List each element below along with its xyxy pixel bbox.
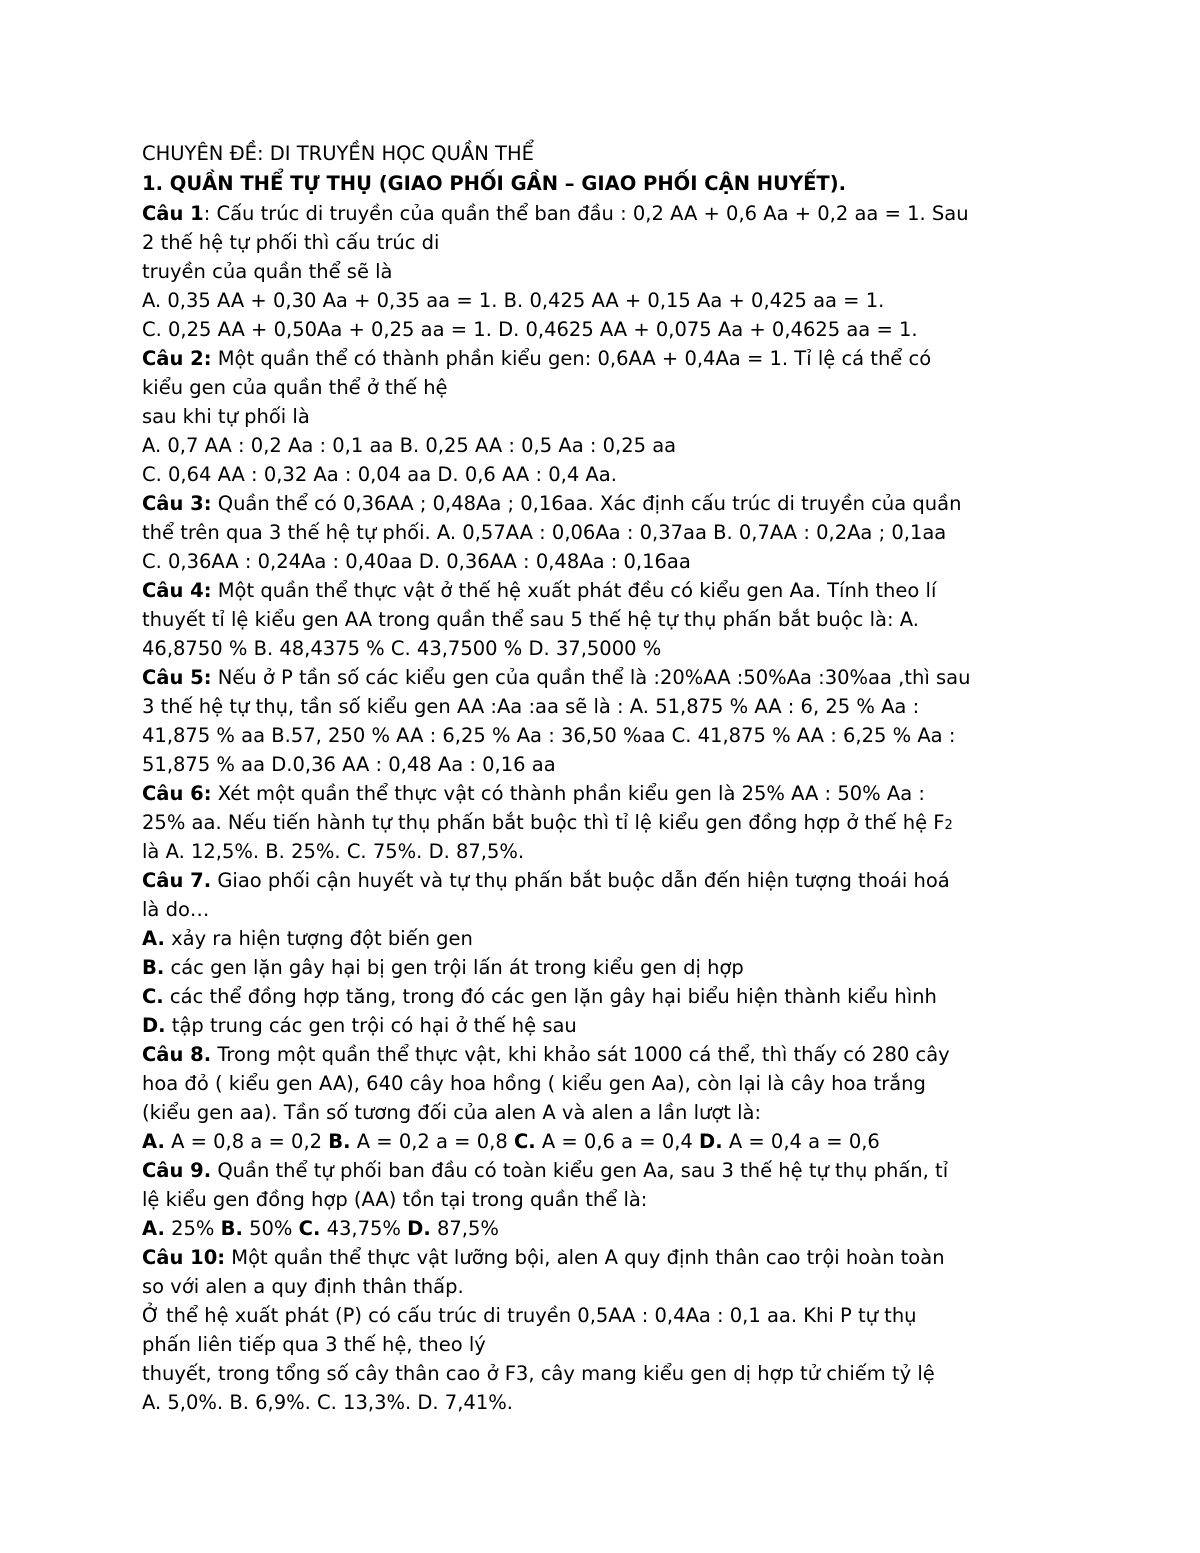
question-1-options-cd: C. 0,25 AA + 0,50Aa + 0,25 aa = 1. D. 0,4625 AA + 0,075 Aa + 0,4625 aa = 1. [142,318,918,341]
question-8-line-2: hoa đỏ ( kiểu gen AA), 640 cây hoa hồng ( kiểu gen Aa), còn lại là cây hoa trắng [142,1072,926,1095]
question-1-line-2: 2 thế hệ tự phối thì cấu trúc di [142,231,440,254]
option-b-text: A = 0,2 a = 0,8 [350,1130,514,1153]
option-d-label: D. [142,1014,166,1037]
question-5-line-3: 41,875 % aa B.57, 250 % AA : 6,25 % Aa : 36,50 %aa C. 41,875 % AA : 6,25 % Aa : [142,724,956,747]
question-4-label: Câu 4: [142,579,212,602]
question-1-text: : Cấu trúc di truyền của quần thể ban đầu : 0,2 AA + 0,6 Aa + 0,2 aa = 1. Sau [203,202,969,225]
question-10-options: A. 5,0%. B. 6,9%. C. 13,3%. D. 7,41%. [142,1391,513,1414]
question-1-line-1 [142,199,1067,228]
question-4-line-3: 46,8750 % B. 48,4375 % C. 43,7500 % D. 37,5000 % [142,637,662,660]
option-a-text: A = 0,8 a = 0,2 [164,1130,329,1153]
option-d-text: tập trung các gen trội có hại ở thế hệ sau [165,1014,577,1037]
question-3-line-1 [142,489,1067,518]
section-title [142,169,1067,199]
question-9-options [142,1214,1067,1243]
option-a-label: A. [142,927,165,950]
option-c-text: A = 0,6 a = 0,4 [535,1130,700,1153]
question-6-line-3: là A. 12,5%. B. 25%. C. 75%. D. 87,5%. [142,840,525,863]
section-title-text: 1. QUẦN THỂ TỰ THỤ (GIAO PHỐI GẦN – GIAO PHỐI CẬN HUYẾT). [142,172,847,195]
question-9-label: Câu 9. [142,1159,212,1182]
question-1-label: Câu 1 [142,202,204,225]
question-7-line-2: là do… [142,898,210,921]
question-8-text: Trong một quần thể thực vật, khi khảo sát 1000 cá thể, thì thấy có 280 cây [211,1043,950,1066]
option-b-text: 50% [242,1217,299,1240]
option-b-label: B. [328,1130,351,1153]
option-c-label: C. [142,985,164,1008]
question-3-label: Câu 3: [142,492,212,515]
question-9-line-1 [142,1156,1067,1185]
question-2-options-ab: A. 0,7 AA : 0,2 Aa : 0,1 aa B. 0,25 AA : 0,5 Aa : 0,25 aa [142,434,677,457]
question-1-line-3: truyền của quần thể sẽ là [142,260,393,283]
question-6-line-2 [142,808,1067,837]
question-10-line-1 [142,1243,1067,1272]
question-5-label: Câu 5: [142,666,212,689]
question-10-text: Một quần thể thực vật lưỡng bội, alen A quy định thân cao trội hoàn toàn [225,1246,945,1269]
document-title: CHUYÊN ĐỀ: DI TRUYỀN HỌC QUẦN THỂ [142,142,534,165]
question-7-option-b [142,953,1067,982]
option-c-text: 43,75% [320,1217,408,1240]
question-6-label: Câu 6: [142,782,212,805]
question-4-line-1 [142,576,1067,605]
question-7-option-c [142,982,1067,1011]
question-10-line-3: Ở thể hệ xuất phát (P) có cấu trúc di truyền 0,5AA : 0,4Aa : 0,1 aa. Khi P tự thụ [142,1304,917,1327]
question-3-line-3: C. 0,36AA : 0,24Aa : 0,40aa D. 0,36AA : 0,48Aa : 0,16aa [142,550,691,573]
question-2-label: Câu 2: [142,347,212,370]
question-10-line-5: thuyết, trong tổng số cây thân cao ở F3, cây mang kiểu gen dị hợp tử chiếm tỷ lệ [142,1362,935,1385]
question-10-label: Câu 10: [142,1246,226,1269]
question-7-line-1 [142,866,1067,895]
question-6-line-1 [142,779,1067,808]
question-2-text: Một quần thể có thành phần kiểu gen: 0,6AA + 0,4Aa = 1. Tỉ lệ cá thể có [211,347,932,370]
document-page [142,139,1067,1417]
option-d-text: A = 0,4 a = 0,6 [722,1130,880,1153]
question-9-line-2: lệ kiểu gen đồng hợp (AA) tồn tại trong quần thể là: [142,1188,648,1211]
question-8-label: Câu 8. [142,1043,212,1066]
option-d-label: D. [699,1130,723,1153]
question-7-option-a [142,924,1067,953]
question-3-text: Quần thể có 0,36AA ; 0,48Aa ; 0,16aa. Xác định cấu trúc di truyền của quần [211,492,962,515]
option-a-text: xảy ra hiện tượng đột biến gen [164,927,473,950]
option-b-label: B. [142,956,165,979]
question-6-text: Xét một quần thể thực vật có thành phần kiểu gen là 25% AA : 50% Aa : [211,782,925,805]
question-10-line-2: so với alen a quy định thân thấp. [142,1275,464,1298]
option-c-label: C. [298,1217,321,1240]
option-a-label: A. [142,1217,165,1240]
question-2-line-1 [142,344,1067,373]
question-7-option-d [142,1011,1067,1040]
question-5-text: Nếu ở P tần số các kiểu gen của quần thể là :20%AA :50%Aa :30%aa ,thì sau [211,666,971,689]
option-c-text: các thể đồng hợp tăng, trong đó các gen lặn gây hại biểu hiện thành kiểu hình [163,985,937,1008]
question-2-line-3: sau khi tự phối là [142,405,310,428]
option-c-label: C. [513,1130,536,1153]
question-4-text: Một quần thể thực vật ở thế hệ xuất phát đều có kiểu gen Aa. Tính theo lí [211,579,937,602]
question-9-text: Quần thể tự phối ban đầu có toàn kiểu gen Aa, sau 3 thế hệ tự thụ phấn, tỉ [211,1159,949,1182]
question-6-line-2-text: 25% aa. Nếu tiến hành tự thụ phấn bắt buộc thì tỉ lệ kiểu gen đồng hợp ở thế hệ F [142,811,945,834]
question-2-line-2: kiểu gen của quần thể ở thế hệ [142,376,448,399]
question-7-label: Câu 7. [142,869,212,892]
option-d-text: 87,5% [430,1217,499,1240]
question-2-options-cd: C. 0,64 AA : 0,32 Aa : 0,04 aa D. 0,6 AA : 0,4 Aa. [142,463,617,486]
option-a-text: 25% [164,1217,221,1240]
question-3-line-2: thể trên qua 3 thế hệ tự phối. A. 0,57AA : 0,06Aa : 0,37aa B. 0,7AA : 0,2Aa ; 0,1aa [142,521,947,544]
question-8-line-1 [142,1040,1067,1069]
question-5-line-2: 3 thế hệ tự thụ, tần số kiểu gen AA :Aa :aa sẽ là : A. 51,875 % AA : 6, 25 % Aa : [142,695,920,718]
question-4-line-2: thuyết tỉ lệ kiểu gen AA trong quần thể sau 5 thế hệ tự thụ phấn bắt buộc là: A. [142,608,919,631]
question-10-line-4: phấn liên tiếp qua 3 thế hệ, theo lý [142,1333,486,1356]
question-8-line-3: (kiểu gen aa). Tần số tương đối của alen A và alen a lần lượt là: [142,1101,762,1124]
option-a-label: A. [142,1130,165,1153]
option-d-label: D. [407,1217,431,1240]
question-8-options [142,1127,1067,1156]
subscript-2: 2 [944,818,953,833]
question-7-text: Giao phối cận huyết và tự thụ phấn bắt buộc dẫn đến hiện tượng thoái hoá [211,869,950,892]
question-5-line-1 [142,663,1067,692]
question-5-line-4: 51,875 % aa D.0,36 AA : 0,48 Aa : 0,16 aa [142,753,556,776]
question-1-options-ab: A. 0,35 AA + 0,30 Aa + 0,35 aa = 1. B. 0,425 AA + 0,15 Aa + 0,425 aa = 1. [142,289,885,312]
option-b-label: B. [220,1217,243,1240]
option-b-text: các gen lặn gây hại bị gen trội lấn át trong kiểu gen dị hợp [164,956,744,979]
